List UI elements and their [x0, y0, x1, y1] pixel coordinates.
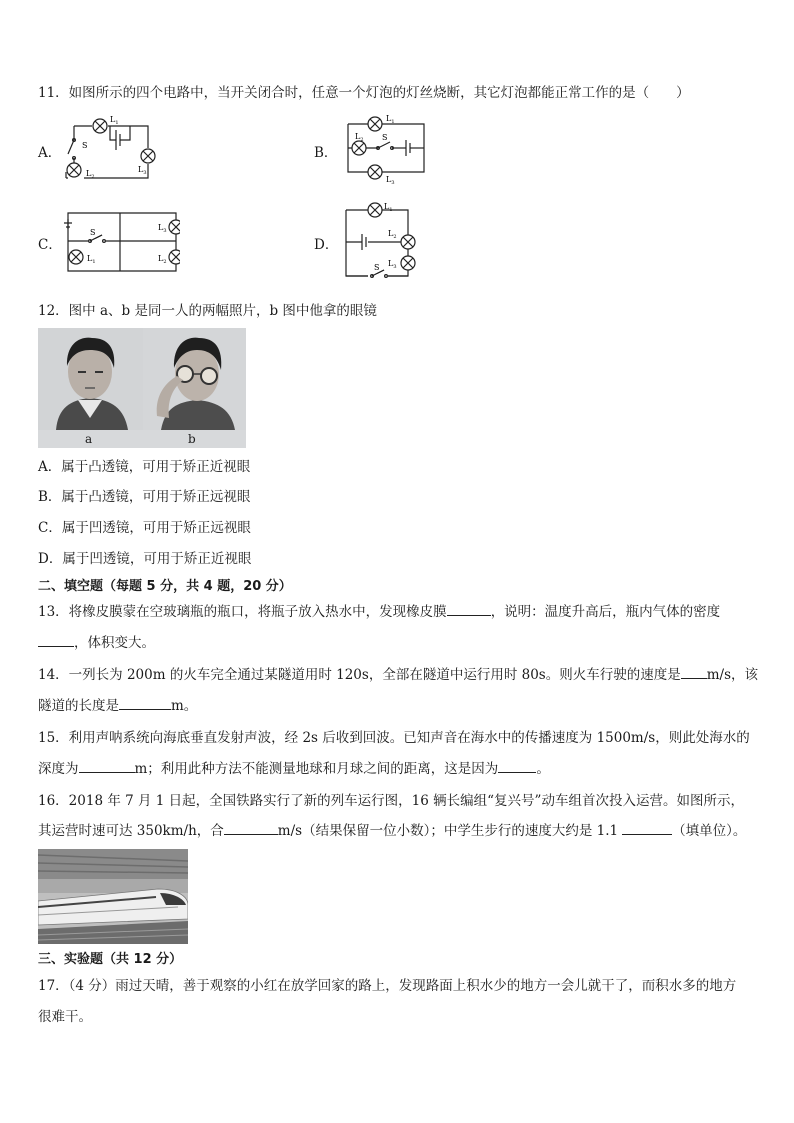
q17-line-2: 很难干。 [38, 1009, 92, 1025]
svg-text:L1: $L_1$ [386, 114, 395, 125]
q12-option-b: B．属于凸透镜，可用于矫正远视眼 [38, 489, 251, 505]
lamp-l3-icon [401, 256, 415, 270]
lamp-l1-icon [368, 203, 382, 217]
label-s: S [82, 141, 88, 150]
q13-line-2: ，体积变大。 [38, 634, 155, 652]
svg-text:L3: $L_3$ [386, 175, 395, 185]
q12-option-c: C．属于凹透镜，可用于矫正远视眼 [38, 520, 251, 536]
label-l2: $L_2$ [86, 169, 95, 180]
svg-text:S: S [374, 263, 380, 272]
q15-blank-2 [498, 760, 536, 773]
q13-line-1: 13．将橡皮膜蒙在空玻璃瓶的瓶口，将瓶子放入热水中，发现橡皮膜 ，说明：温度升高后，瓶内气体的密度 [38, 604, 721, 620]
q13-blank-1 [447, 603, 491, 616]
q15-line-1: 15．利用声呐系统向海底垂直发射声波，经 2s 后收到回波。已知声音在海水中的传播速度为 1500m/s，则此处海水的 [38, 730, 750, 746]
q16-line-2: 其运营时速可达 350km/h，合 m/s（结果保留一位小数）；中学生步行的速度大约是 1.1 （填单位）。 [38, 823, 747, 839]
circuit-diagram-d [338, 200, 424, 284]
circuit-diagram-c [60, 205, 180, 275]
lamp-l1-icon [69, 250, 83, 264]
label-l1: $L_1$ [110, 115, 119, 126]
q14-line-2: 隧道的长度是 m。 [38, 698, 198, 714]
q12-option-d: D．属于凹透镜，可用于矫正近视眼 [38, 551, 252, 567]
section-2-heading: 二、填空题（每题 5 分，共 4 题，20 分） [38, 579, 292, 594]
lamp-l3-icon [368, 165, 382, 179]
photo-a-label: a [85, 432, 93, 446]
q14-blank-1 [681, 666, 707, 679]
lamp-l2-icon [352, 141, 366, 155]
svg-text:L3: $L_3$ [388, 259, 397, 270]
q11-option-a-label: A． [38, 145, 62, 161]
label-l3: $L_3$ [138, 165, 147, 176]
lamp-l1-icon [93, 119, 107, 133]
svg-text:L1: $L_1$ [87, 254, 96, 265]
svg-text:S: S [90, 228, 96, 237]
svg-text:L2: $L_2$ [355, 132, 364, 143]
photo-a [38, 328, 143, 430]
section-3-heading: 三、实验题（共 12 分） [38, 952, 183, 967]
lamp-l1-icon [368, 117, 382, 131]
q14-line-1: 14．一列长为 200m 的火车完全通过某隧道用时 120s，全部在隧道中运行用时 80s。则火车行驶的速度是 m/s，该 [38, 667, 758, 683]
q12-stem: 12．图中 a、b 是同一人的两幅照片，b 图中他拿的眼镜 [38, 303, 377, 319]
svg-text:L2: $L_2$ [158, 254, 167, 265]
q11-option-d-label: D． [314, 237, 339, 253]
photo-b [143, 328, 246, 430]
lamp-l2-icon [169, 250, 180, 264]
train-photo [38, 849, 188, 944]
q11-stem: 11．如图所示的四个电路中，当开关闭合时，任意一个灯泡的灯丝烧断，其它灯泡都能正常工作的是（ ） [38, 85, 690, 101]
q15-line-2: 深度为 m；利用此种方法不能测量地球和月球之间的距离，这是因为 。 [38, 761, 550, 777]
q16-blank-1 [224, 822, 278, 835]
svg-text:L3: $L_3$ [158, 223, 167, 234]
q11-option-c-label: C． [38, 237, 62, 253]
svg-text:S: S [382, 133, 388, 142]
q16-line-1: 16．2018 年 7 月 1 日起，全国铁路实行了新的列车运行图，16 辆长编组“复兴号”动车组首次投入运营。如图所示， [38, 793, 744, 809]
q15-blank-1 [79, 760, 135, 773]
circuit-diagram-b [338, 110, 438, 185]
lamp-l2-icon [67, 163, 81, 177]
photo-b-label: b [188, 432, 196, 446]
lamp-l2-icon [401, 235, 415, 249]
q16-blank-2 [622, 822, 672, 835]
lamp-l3-icon [141, 149, 155, 163]
svg-text:L2: $L_2$ [388, 229, 397, 240]
q17-line-1: 17．（4 分）雨过天晴，善于观察的小红在放学回家的路上，发现路面上积水少的地方一会儿就干了，而积水多的地方 [38, 978, 737, 994]
q11-option-b-label: B． [314, 145, 338, 161]
photo-label-strip [38, 430, 246, 448]
circuit-diagram-a [60, 110, 160, 185]
svg-text:L1: $L_1$ [384, 202, 393, 213]
q13-blank-2 [38, 634, 74, 647]
lamp-l3-icon [169, 220, 180, 234]
q12-option-a: A．属于凸透镜，可用于矫正近视眼 [38, 459, 251, 475]
q14-blank-2 [119, 697, 171, 710]
